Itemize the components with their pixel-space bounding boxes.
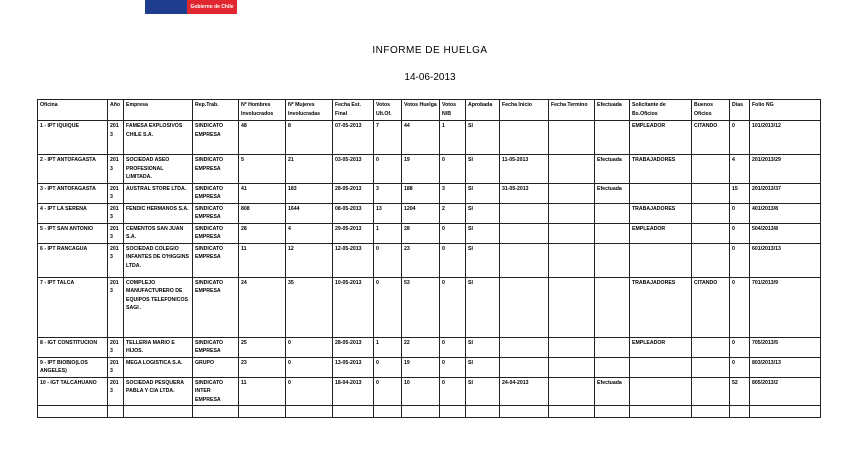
table-cell: 4	[730, 155, 750, 184]
table-cell: 9 - IPT BIOBIO(LOS ANGELES)	[38, 357, 108, 377]
table-cell: SINDICATO EMPRESA	[193, 155, 239, 184]
table-cell: 2013	[108, 377, 124, 406]
table-cell: 10-05-2013	[333, 277, 374, 337]
table-cell: 401/2013/8	[750, 203, 821, 223]
table-cell: 0	[374, 277, 402, 337]
table-cell: SINDICATO INTER EMPRESA	[193, 377, 239, 406]
table-cell	[549, 203, 595, 223]
table-cell: CEMENTOS SAN JUAN S.A.	[124, 223, 193, 243]
table-cell: 3	[440, 183, 466, 203]
table-cell: 701/2013/9	[750, 277, 821, 337]
table-cell: TRABAJADORES	[630, 277, 692, 337]
table-cell	[692, 406, 730, 418]
table-cell: SI	[466, 357, 500, 377]
table-cell: 808	[239, 203, 286, 223]
table-cell: 201/2013/37	[750, 183, 821, 203]
table-cell	[549, 357, 595, 377]
table-cell: Efectuada	[595, 377, 630, 406]
table-cell	[595, 337, 630, 357]
table-cell	[239, 406, 286, 418]
table-cell: EMPLEADOR	[630, 337, 692, 357]
table-cell: 0	[730, 277, 750, 337]
table-cell: 0	[730, 337, 750, 357]
table-cell: 10 - IGT TALCAHUANO	[38, 377, 108, 406]
column-header: Nº Hombres Involucrados	[239, 100, 286, 121]
table-cell: 1	[440, 121, 466, 155]
table-cell	[549, 337, 595, 357]
table-cell: SINDICATO EMPRESA	[193, 337, 239, 357]
table-cell	[630, 357, 692, 377]
table-cell	[108, 406, 124, 418]
table-cell: 0	[374, 357, 402, 377]
table-cell: SINDICATO EMPRESA	[193, 183, 239, 203]
table-cell: 11	[239, 243, 286, 277]
table-cell	[549, 155, 595, 184]
table-cell: 2013	[108, 155, 124, 184]
table-cell: TRABAJADORES	[630, 155, 692, 184]
table-cell: 10	[402, 377, 440, 406]
table-cell: 12	[286, 243, 333, 277]
table-cell: 22	[402, 337, 440, 357]
table-cell: 41	[239, 183, 286, 203]
column-header: Oficina	[38, 100, 108, 121]
table-cell: 504/2013/8	[750, 223, 821, 243]
column-header: Fecha Est. Final	[333, 100, 374, 121]
table-cell: 21	[286, 155, 333, 184]
table-cell: 0	[730, 121, 750, 155]
table-row	[38, 203, 821, 223]
table-cell: 0	[440, 243, 466, 277]
column-header: Rep.Trab.	[193, 100, 239, 121]
table-cell: 8 - IGT CONSTITUCION	[38, 337, 108, 357]
table-header-row	[38, 100, 821, 121]
table-cell: SOCIEDAD PESQUERA PABLA Y CIA LTDA.	[124, 377, 193, 406]
table-cell: 5	[239, 155, 286, 184]
table-cell: 0	[374, 155, 402, 184]
table-cell: EMPLEADOR	[630, 121, 692, 155]
table-cell: 28-05-2013	[333, 337, 374, 357]
report-title: INFORME DE HUELGA	[372, 45, 488, 56]
table-cell: 1644	[286, 203, 333, 223]
table-cell: 29-05-2013	[333, 223, 374, 243]
table-cell: SI	[466, 377, 500, 406]
table-cell	[692, 337, 730, 357]
table-cell	[750, 406, 821, 418]
column-header: Folio NG	[750, 100, 821, 121]
table-cell: Efectuada	[595, 155, 630, 184]
table-cell: SI	[466, 223, 500, 243]
table-cell: 201/2013/29	[750, 155, 821, 184]
table-cell: 1 - IPT IQUIQUE	[38, 121, 108, 155]
table-cell: 07-05-2013	[333, 121, 374, 155]
table-cell: 1	[374, 337, 402, 357]
table-cell	[500, 357, 549, 377]
table-cell: TRABAJADORES	[630, 203, 692, 223]
table-cell: 7	[374, 121, 402, 155]
table-cell: 3	[374, 183, 402, 203]
table-cell: 28	[239, 223, 286, 243]
table-cell: EMPLEADOR	[630, 223, 692, 243]
column-header: Votos Huelga	[402, 100, 440, 121]
table-cell: 0	[440, 277, 466, 337]
table-cell	[692, 357, 730, 377]
table-cell: 0	[440, 377, 466, 406]
table-cell: 23	[402, 243, 440, 277]
table-cell: 0	[730, 357, 750, 377]
table-cell: SOCIEDAD ASEO PROFESIONAL LIMITADA.	[124, 155, 193, 184]
table-cell: SI	[466, 155, 500, 184]
table-cell: 2013	[108, 203, 124, 223]
table-cell: 13-05-2013	[333, 357, 374, 377]
table-cell: 0	[374, 243, 402, 277]
table-cell: 03-05-2013	[333, 155, 374, 184]
table-cell: SI	[466, 183, 500, 203]
table-cell	[595, 243, 630, 277]
table-cell: 52	[730, 377, 750, 406]
column-header: Efectuada	[595, 100, 630, 121]
table-cell	[630, 406, 692, 418]
column-header: Año	[108, 100, 124, 121]
strike-report-table	[37, 99, 821, 418]
table-cell	[374, 406, 402, 418]
table-cell: 8	[286, 121, 333, 155]
table-cell: 2013	[108, 277, 124, 337]
table-cell: SINDICATO EMPRESA	[193, 277, 239, 337]
table-cell: 2 - IPT ANTOFAGASTA	[38, 155, 108, 184]
table-cell: 08-05-2013	[333, 203, 374, 223]
table-cell: 1204	[402, 203, 440, 223]
table-cell: SI	[466, 121, 500, 155]
table-cell: 183	[286, 183, 333, 203]
table-cell: 0	[286, 337, 333, 357]
column-header: Fecha Termino	[549, 100, 595, 121]
table-cell	[730, 406, 750, 418]
table-cell	[692, 243, 730, 277]
table-cell: 44	[402, 121, 440, 155]
table-cell: 0	[730, 243, 750, 277]
table-cell	[333, 406, 374, 418]
table-cell: 3 - IPT ANTOFAGASTA	[38, 183, 108, 203]
table-cell	[595, 223, 630, 243]
table-cell: 4 - IPT LA SERENA	[38, 203, 108, 223]
report-date: 14-06-2013	[404, 72, 456, 83]
table-cell: 19	[402, 357, 440, 377]
table-cell	[692, 155, 730, 184]
table-cell: 2013	[108, 357, 124, 377]
table-row	[38, 357, 821, 377]
table-cell: 48	[239, 121, 286, 155]
table-cell: 15	[730, 183, 750, 203]
table-cell: 5 - IPT SAN ANTONIO	[38, 223, 108, 243]
table-cell	[549, 377, 595, 406]
table-cell: 1	[374, 223, 402, 243]
table-cell	[595, 121, 630, 155]
table-cell	[549, 243, 595, 277]
table-cell: 7 - IPT TALCA	[38, 277, 108, 337]
table-cell: SI	[466, 203, 500, 223]
table-cell: CITANDO	[692, 121, 730, 155]
column-header: Nº Mujeres Involucradas	[286, 100, 333, 121]
table-cell	[549, 223, 595, 243]
table-cell	[692, 203, 730, 223]
table-cell	[595, 406, 630, 418]
table-cell: 11	[239, 377, 286, 406]
table-cell	[124, 406, 193, 418]
table-cell: 28-05-2013	[333, 183, 374, 203]
table-row	[38, 155, 821, 184]
column-header: Días	[730, 100, 750, 121]
table-cell: TELLERIA MARIO E HIJOS.	[124, 337, 193, 357]
table-cell: 0	[374, 377, 402, 406]
table-cell	[630, 183, 692, 203]
table-row	[38, 121, 821, 155]
table-cell: 0	[440, 155, 466, 184]
table-cell	[549, 121, 595, 155]
column-header: Solicitante de Bs.Oficios	[630, 100, 692, 121]
table-cell: 188	[402, 183, 440, 203]
table-cell	[286, 406, 333, 418]
table-cell: SOCIEDAD COLEGIO INFANTES DE O'HIGGINS LTDA.	[124, 243, 193, 277]
table-cell: Efectuada	[595, 183, 630, 203]
table-cell: 28	[402, 223, 440, 243]
table-row	[38, 337, 821, 357]
table-row	[38, 183, 821, 203]
table-cell: 18-04-2013	[333, 377, 374, 406]
table-row	[38, 223, 821, 243]
table-cell: 601/2013/13	[750, 243, 821, 277]
table-cell: 803/2013/13	[750, 357, 821, 377]
table-cell	[692, 377, 730, 406]
table-cell: MEGA LOGISTICA S.A.	[124, 357, 193, 377]
table-cell: FENDIC HERMANOS S.A.	[124, 203, 193, 223]
table-cell: 0	[730, 223, 750, 243]
table-cell	[692, 183, 730, 203]
table-cell: 0	[286, 357, 333, 377]
table-cell	[500, 337, 549, 357]
table-cell	[500, 277, 549, 337]
government-logo	[145, 0, 237, 14]
table-cell: 0	[440, 337, 466, 357]
table-cell: 19	[402, 155, 440, 184]
table-cell	[402, 406, 440, 418]
table-row	[38, 406, 821, 418]
table-cell	[630, 243, 692, 277]
table-cell: 2013	[108, 337, 124, 357]
table-cell	[500, 121, 549, 155]
column-header: Votos N/B	[440, 100, 466, 121]
table-cell	[549, 406, 595, 418]
table-cell: SI	[466, 243, 500, 277]
table-cell: 31-05-2013	[500, 183, 549, 203]
table-cell	[595, 357, 630, 377]
column-header: Empresa	[124, 100, 193, 121]
table-row	[38, 277, 821, 337]
table-cell: SINDICATO EMPRESA	[193, 223, 239, 243]
table-cell: 2013	[108, 243, 124, 277]
table-cell: FAMESA EXPLOSIVOS CHILE S.A.	[124, 121, 193, 155]
table-cell: 24	[239, 277, 286, 337]
table-cell: AUSTRAL STORE LTDA.	[124, 183, 193, 203]
table-cell	[500, 203, 549, 223]
table-cell: 805/2013/2	[750, 377, 821, 406]
table-cell: CITANDO	[692, 277, 730, 337]
table-cell: 705/2013/5	[750, 337, 821, 357]
table-cell: 0	[440, 223, 466, 243]
table-cell: 0	[440, 357, 466, 377]
table-cell: 23	[239, 357, 286, 377]
column-header: Aprobada	[466, 100, 500, 121]
table-cell: SI	[466, 277, 500, 337]
table-cell: 101/2013/12	[750, 121, 821, 155]
table-cell: 25	[239, 337, 286, 357]
table-cell: 11-05-2013	[500, 155, 549, 184]
table-cell: 35	[286, 277, 333, 337]
table-cell: SINDICATO EMPRESA	[193, 121, 239, 155]
table-cell: GRUPO	[193, 357, 239, 377]
column-header: Buenos Oficios	[692, 100, 730, 121]
table-cell: 0	[730, 203, 750, 223]
table-cell	[500, 243, 549, 277]
table-cell: 4	[286, 223, 333, 243]
table-cell	[595, 203, 630, 223]
table-cell	[595, 277, 630, 337]
table-cell: 2013	[108, 183, 124, 203]
table-cell	[193, 406, 239, 418]
table-cell: 24-04-2013	[500, 377, 549, 406]
table-cell	[440, 406, 466, 418]
column-header: Fecha Inicio	[500, 100, 549, 121]
table-cell	[549, 183, 595, 203]
logo-text: Gobierno de Chile	[190, 4, 234, 10]
table-cell: 13	[374, 203, 402, 223]
logo-blue-block	[145, 0, 187, 14]
table-cell: 2013	[108, 223, 124, 243]
table-row	[38, 243, 821, 277]
table-cell: 6 - IPT RANCAGUA	[38, 243, 108, 277]
column-header: Votos Ult.Of.	[374, 100, 402, 121]
table-cell	[630, 377, 692, 406]
table-cell	[38, 406, 108, 418]
table-cell: 0	[286, 377, 333, 406]
table-cell	[692, 223, 730, 243]
table-cell	[500, 223, 549, 243]
table-row	[38, 377, 821, 406]
table-cell: 2	[440, 203, 466, 223]
table-cell	[466, 406, 500, 418]
table-cell: COMPLEJO MANUFACTURERO DE EQUIPOS TELEFONICOS SAGI .	[124, 277, 193, 337]
table-cell: 12-05-2013	[333, 243, 374, 277]
table-cell: 2013	[108, 121, 124, 155]
table-cell: 53	[402, 277, 440, 337]
table-cell	[500, 406, 549, 418]
table-cell: SINDICATO EMPRESA	[193, 203, 239, 223]
table-cell: SI	[466, 337, 500, 357]
table-cell	[549, 277, 595, 337]
table-cell: SINDICATO EMPRESA	[193, 243, 239, 277]
